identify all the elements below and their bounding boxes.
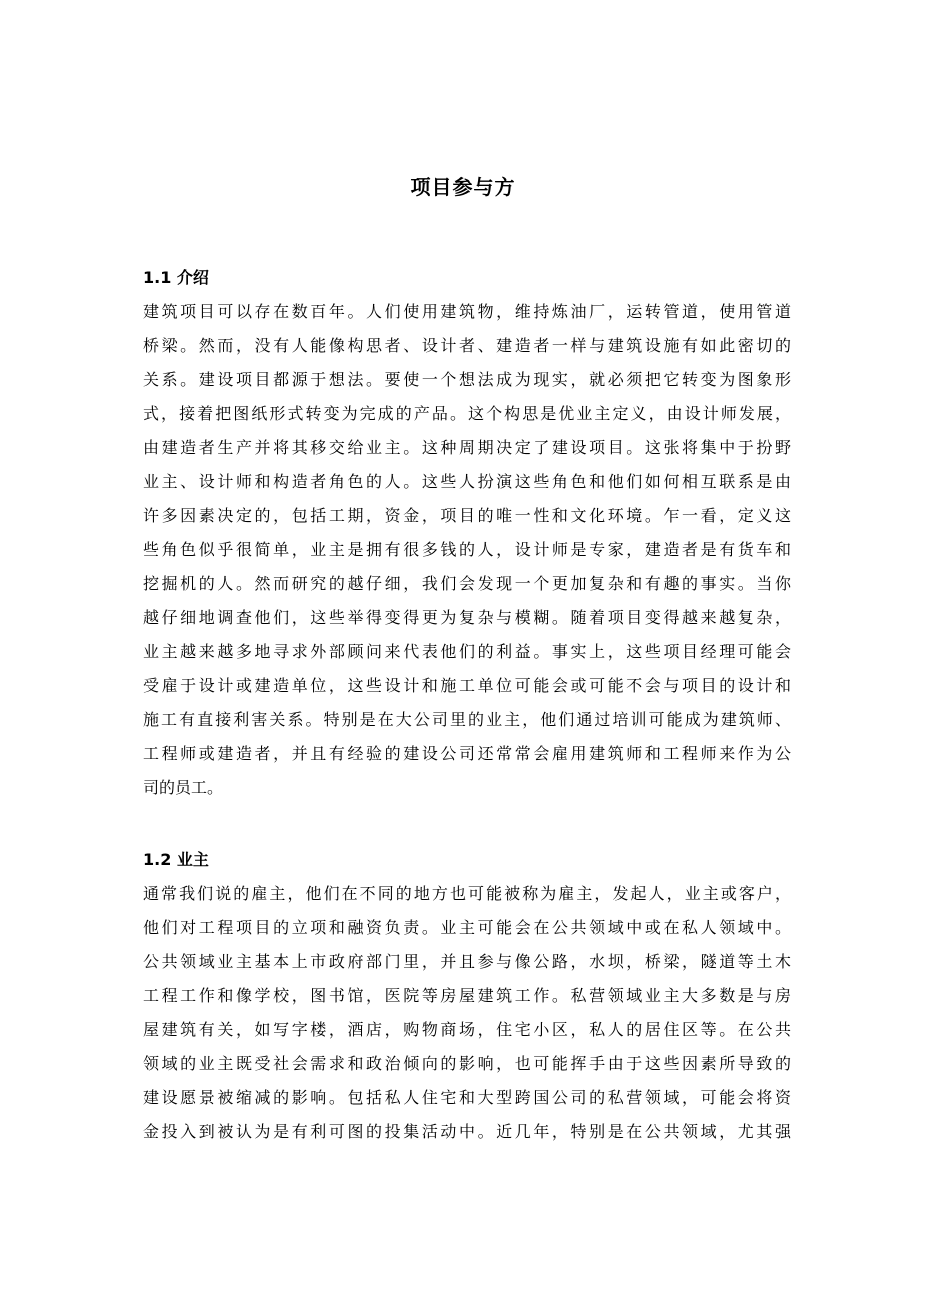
paragraph-line: 业主、设计师和构造者角色的人。这些人扮演这些角色和他们如何相互联系是由 — [143, 472, 791, 491]
paragraph-line: 通常我们说的雇主，他们在不同的地方也可能被称为雇主，发起人，业主或客户， — [143, 884, 791, 903]
paragraph-line: 由建造者生产并将其移交给业主。这种周期决定了建设项目。这张将集中于扮野 — [143, 438, 791, 457]
paragraph-line: 关系。建设项目都源于想法。要使一个想法成为现实，就必须把它转变为图象形 — [143, 370, 791, 389]
paragraph-line: 工程工作和像学校，图书馆，医院等房屋建筑工作。私营领域业主大多数是与房 — [143, 986, 791, 1005]
paragraph-line: 业主越来越多地寻求外部顾问来代表他们的利益。事实上，这些项目经理可能会 — [143, 642, 791, 661]
paragraph-line: 工程师或建造者，并且有经验的建设公司还常常会雇用建筑师和工程师来作为公 — [143, 744, 791, 763]
paragraph-line: 屋建筑有关，如写字楼，酒店，购物商场，住宅小区，私人的居住区等。在公共 — [143, 1020, 791, 1039]
paragraph-line: 桥梁。然而，没有人能像构思者、设计者、建造者一样与建筑设施有如此密切的 — [143, 336, 791, 355]
document-title: 项目参与方 — [410, 175, 516, 199]
paragraph-line: 式，接着把图纸形式转变为完成的产品。这个构思是优业主定义，由设计师发展， — [143, 404, 791, 423]
paragraph-line: 许多因素决定的，包括工期，资金，项目的唯一性和文化环境。乍一看，定义这 — [143, 506, 791, 525]
paragraph-line: 他们对工程项目的立项和融资负责。业主可能会在公共领域中或在私人领域中。 — [143, 918, 791, 937]
section-introduction — [143, 261, 791, 805]
paragraph-line: 建筑项目可以存在数百年。人们使用建筑物，维持炼油厂，运转管道，使用管道 — [143, 302, 791, 321]
paragraph-line: 些角色似乎很简单，业主是拥有很多钱的人，设计师是专家，建造者是有货车和 — [143, 540, 791, 559]
section-owner — [143, 843, 791, 1149]
paragraph-line: 受雇于设计或建造单位，这些设计和施工单位可能会或可能不会与项目的设计和 — [143, 676, 791, 695]
section-heading: 1.1 介绍 — [143, 268, 209, 287]
section-heading: 1.2 业主 — [143, 850, 209, 869]
paragraph-line: 挖掘机的人。然而研究的越仔细，我们会发现一个更加复杂和有趣的事实。当你 — [143, 574, 791, 593]
paragraph-line: 建设愿景被缩减的影响。包括私人住宅和大型跨国公司的私营领域，可能会将资 — [143, 1088, 791, 1107]
paragraph-line: 施工有直接利害关系。特别是在大公司里的业主，他们通过培训可能成为建筑师、 — [143, 710, 791, 729]
paragraph-line: 金投入到被认为是有利可图的投集活动中。近几年，特别是在公共领域，尤其强 — [143, 1122, 791, 1141]
paragraph-line: 公共领域业主基本上市政府部门里，并且参与像公路，水坝，桥梁，隧道等土木 — [143, 952, 791, 971]
paragraph-line: 司的员工。 — [143, 778, 224, 797]
paragraph-line: 领域的业主既受社会需求和政治倾向的影响，也可能挥手由于这些因素所导致的 — [143, 1054, 791, 1073]
paragraph-line: 越仔细地调查他们，这些举得变得更为复杂与模糊。随着项目变得越来越复杂， — [143, 608, 791, 627]
